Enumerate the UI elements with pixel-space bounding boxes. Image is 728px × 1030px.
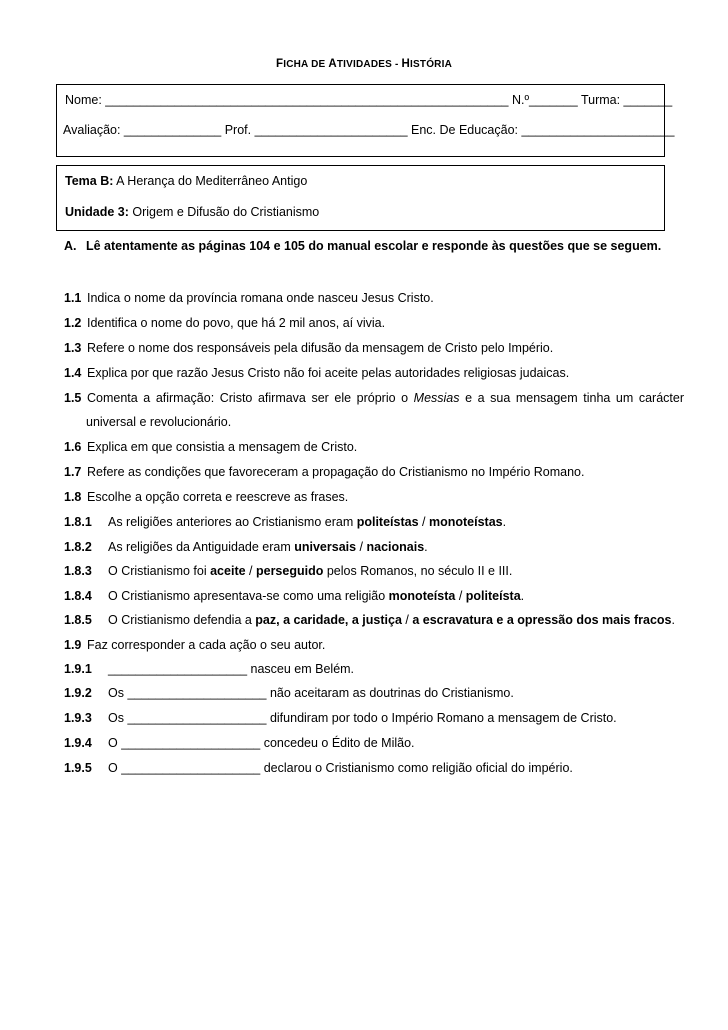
question-1-6	[64, 440, 684, 454]
question-number: 1.3	[64, 341, 82, 355]
question-number: 1.6	[64, 440, 82, 454]
option-separator: /	[418, 515, 429, 529]
question-1-8-2	[64, 540, 684, 554]
question-1-1	[64, 291, 684, 305]
question-number: 1.8.1	[64, 515, 92, 529]
unidade-line	[65, 205, 319, 219]
option-two: politeísta	[465, 589, 521, 603]
question-text: Escolhe a opção correta e reescreve as frases.	[87, 490, 349, 504]
question-text-italic: Messias	[413, 391, 460, 405]
question-number: 1.8.5	[64, 613, 92, 627]
question-text: Refere o nome dos responsáveis pela difusão da mensagem de Cristo pelo Império.	[87, 341, 554, 355]
question-1-4	[64, 366, 684, 380]
title-part: H	[401, 58, 411, 70]
section-instruction-text: Lê atentamente as páginas 104 e 105 do manual escolar e responde às questões que se seguem.	[86, 239, 662, 253]
question-text: Os ____________________ não aceitaram as doutrinas do Cristianismo.	[108, 686, 514, 700]
name-number-class-line: Nome: __________________________________________________________ N.º_______ Turma: _______	[65, 93, 673, 107]
question-text: Indica o nome da província romana onde nasceu Jesus Cristo.	[87, 291, 434, 305]
student-info-box	[56, 84, 675, 157]
tema-line	[65, 174, 307, 188]
topic-box	[56, 165, 665, 231]
question-1-9-1	[64, 662, 684, 676]
question-text: O ____________________ concedeu o Édito de Milão.	[108, 736, 415, 750]
question-text: As religiões da Antiguidade eram	[108, 540, 295, 554]
question-1-3	[64, 341, 684, 355]
question-number: 1.4	[64, 366, 82, 380]
option-one: universais	[294, 540, 357, 554]
question-1-8-5	[64, 613, 684, 627]
question-number: 1.8.4	[64, 589, 92, 603]
option-one: politeístas	[356, 515, 419, 529]
title-part: ICHA DE	[283, 59, 329, 70]
question-1-8-4	[64, 589, 684, 603]
tema-label: Tema B:	[65, 174, 114, 188]
question-text: O Cristianismo defendia a	[108, 613, 256, 627]
question-text-end: .	[520, 589, 525, 603]
question-text: Explica em que consistia a mensagem de Cristo.	[87, 440, 358, 454]
option-one: monoteísta	[388, 589, 456, 603]
question-text: Explica por que razão Jesus Cristo não foi aceite pelas autoridades religiosas judaicas.	[87, 366, 570, 380]
question-number: 1.9.1	[64, 662, 92, 676]
question-number: 1.8.3	[64, 564, 92, 578]
question-text: Comenta a afirmação: Cristo afirmava ser ele próprio o	[87, 391, 414, 405]
section-letter: A.	[64, 239, 77, 253]
question-text-end: .	[424, 540, 428, 554]
option-two: perseguido	[255, 564, 324, 578]
question-number: 1.5	[64, 391, 82, 405]
section-a-instruction	[64, 239, 661, 253]
page-title	[0, 58, 728, 70]
question-number: 1.8.2	[64, 540, 92, 554]
question-number: 1.9	[64, 638, 82, 652]
question-text: Os ____________________ difundiram por todo o Império Romano a mensagem de Cristo.	[108, 711, 617, 725]
question-number: 1.8	[64, 490, 82, 504]
question-1-8	[64, 490, 684, 504]
question-text: Refere as condições que favoreceram a propagação do Cristianismo no Império Romano.	[87, 465, 585, 479]
question-number: 1.7	[64, 465, 82, 479]
question-1-8-3	[64, 564, 684, 578]
question-text-end: pelos Romanos, no século II e III.	[323, 564, 513, 578]
question-number: 1.9.2	[64, 686, 92, 700]
question-text-end: .	[502, 515, 507, 529]
option-two: a escravatura e a opressão dos mais fracos	[412, 613, 672, 627]
option-one: paz, a caridade, a justiça	[255, 613, 402, 627]
question-text: Faz corresponder a cada ação o seu autor.	[87, 638, 326, 652]
title-part: ISTÓRIA	[410, 59, 452, 70]
question-number: 1.9.4	[64, 736, 92, 750]
tema-value: A Herança do Mediterrâneo Antigo	[113, 174, 308, 188]
question-1-7	[64, 465, 684, 479]
question-1-9-5	[64, 761, 684, 775]
question-text: e a sua mensagem tinha um carácter	[459, 391, 685, 405]
question-text: O Cristianismo apresentava-se como uma religião	[108, 589, 389, 603]
question-text: O Cristianismo foi	[108, 564, 211, 578]
question-1-2	[64, 316, 684, 330]
question-number: 1.9.5	[64, 761, 92, 775]
question-number: 1.1	[64, 291, 82, 305]
question-number: 1.9.3	[64, 711, 92, 725]
question-text: As religiões anteriores ao Cristianismo eram	[108, 515, 357, 529]
question-1-9	[64, 638, 684, 652]
option-separator: /	[401, 613, 413, 627]
question-1-9-2	[64, 686, 684, 700]
question-number: 1.2	[64, 316, 82, 330]
evaluation-teacher-guardian-line: Avaliação: ______________ Prof. ______________________ Enc. De Educação: ______________________	[63, 123, 675, 137]
question-text-end: .	[671, 613, 675, 627]
option-separator: /	[245, 564, 256, 578]
question-1-5	[64, 391, 684, 405]
title-part: TIVIDADES -	[336, 59, 402, 70]
option-separator: /	[356, 540, 367, 554]
question-text: ____________________ nasceu em Belém.	[108, 662, 355, 676]
title-part: A	[328, 58, 337, 70]
question-1-5-continued: universal e revolucionário.	[86, 415, 232, 429]
unidade-value: Origem e Difusão do Cristianismo	[128, 205, 320, 219]
option-separator: /	[455, 589, 466, 603]
question-text: O ____________________ declarou o Cristianismo como religião oficial do império.	[108, 761, 573, 775]
unidade-label: Unidade 3:	[65, 205, 129, 219]
question-1-9-4	[64, 736, 684, 750]
option-two: monoteístas	[428, 515, 503, 529]
option-two: nacionais	[366, 540, 425, 554]
question-1-9-3	[64, 711, 684, 725]
title-part: F	[276, 58, 284, 70]
question-1-8-1	[64, 515, 684, 529]
question-text: Identifica o nome do povo, que há 2 mil anos, aí vivia.	[87, 316, 386, 330]
option-one: aceite	[210, 564, 246, 578]
